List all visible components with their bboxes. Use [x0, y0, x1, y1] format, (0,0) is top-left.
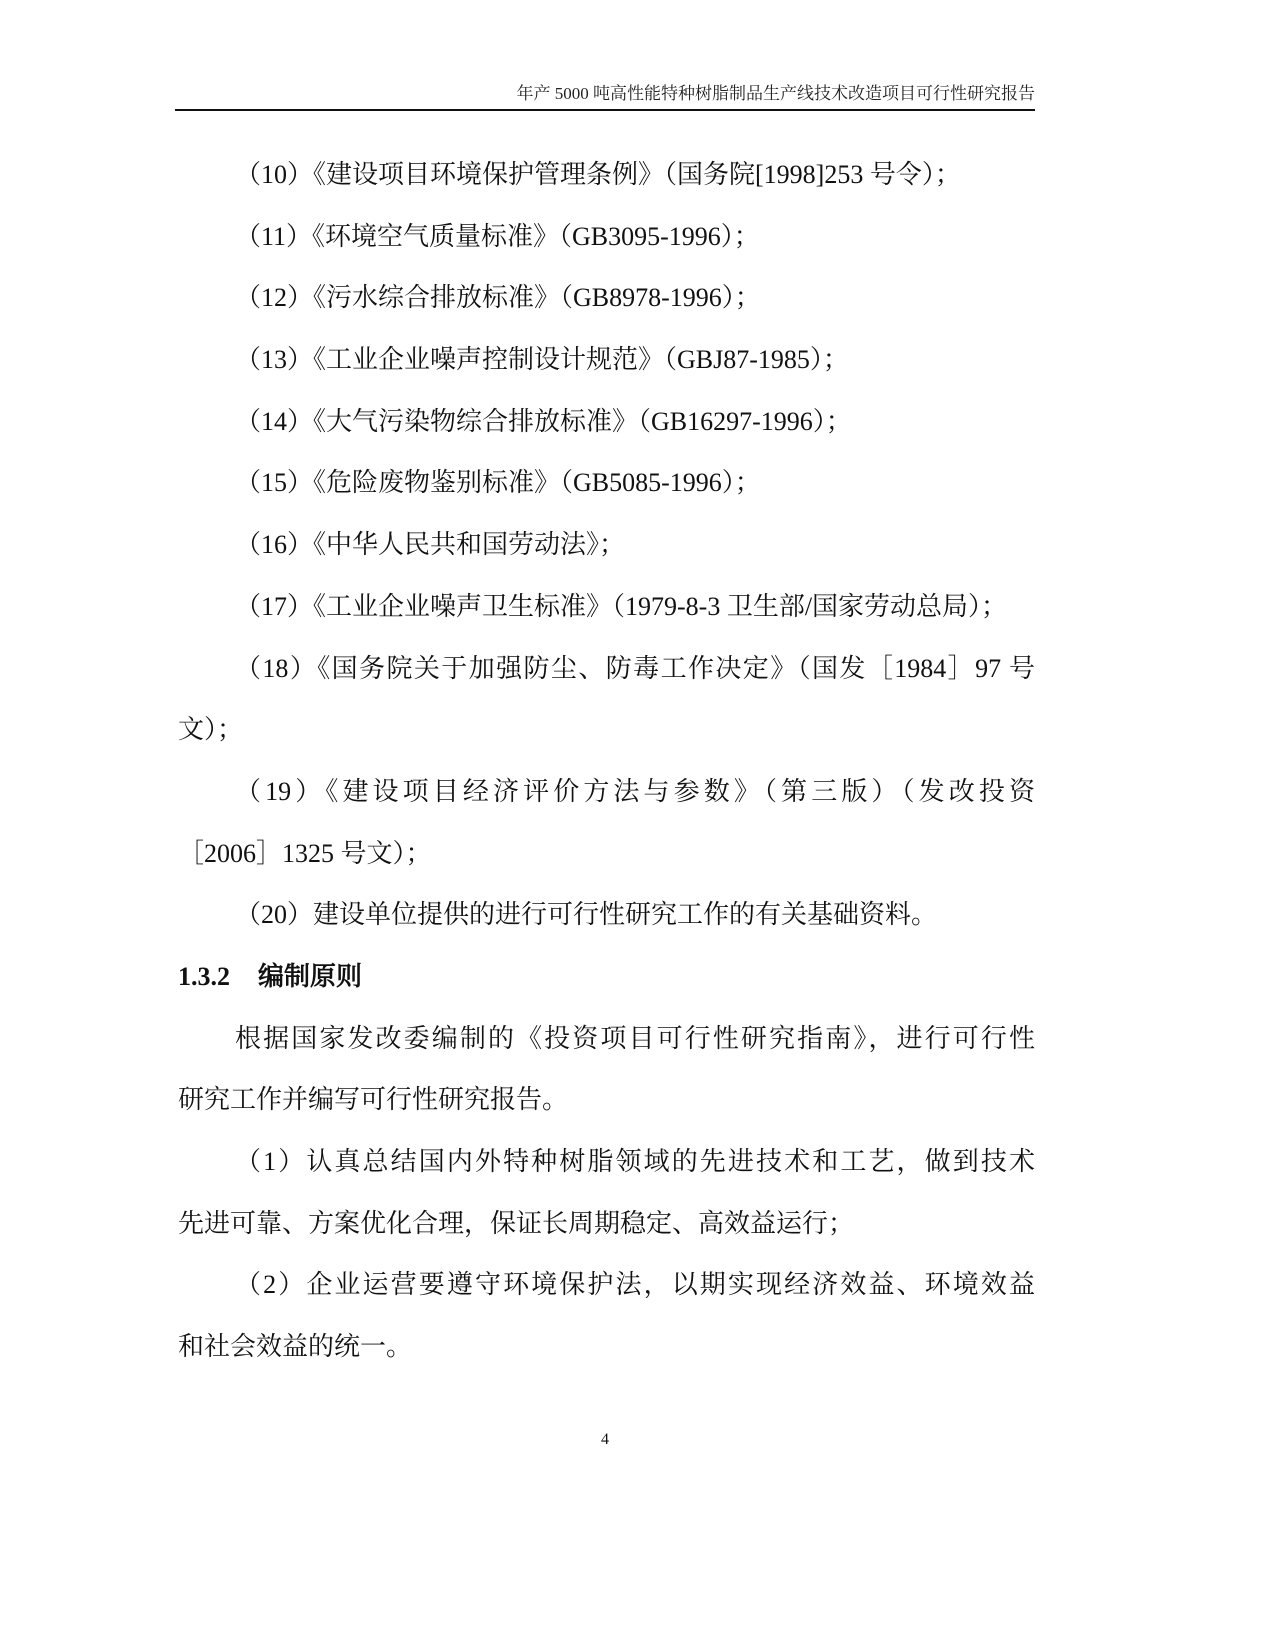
section-heading: [178, 946, 1035, 1008]
reference-item-16: （16）《中华人民共和国劳动法》；: [235, 530, 626, 560]
principle-item-1-line-2: 先进可靠、方案优化合理，保证长周期稳定、高效益运行；: [178, 1208, 855, 1238]
section-number: 1.3.2: [178, 961, 230, 991]
running-header-title: 年产 5000 吨高性能特种树脂制品生产线技术改造项目可行性研究报告: [516, 84, 1035, 103]
reference-item-19-line-2: ［2006］1325 号文）；: [178, 838, 432, 868]
principle-item-1-line-1: （1）认真总结国内外特种树脂领域的先进技术和工艺，做到技术: [235, 1147, 1035, 1176]
principles-intro-line-1: 根据国家发改委编制的《投资项目可行性研究指南》，进行可行性: [235, 1023, 1035, 1053]
section-title: 编制原则: [258, 961, 363, 991]
reference-item-19-line-1: （19）《建设项目经济评价方法与参数》（第三版）（发改投资: [235, 776, 1035, 806]
reference-item-15: （15）《危险废物鉴别标准》（GB5085-1996）；: [235, 468, 761, 498]
reference-item-17: （17）《工业企业噪声卫生标准》（1979-8-3 卫生部/国家劳动总局）；: [235, 591, 1008, 621]
page-body: [178, 144, 1035, 1378]
reference-item-20: （20）建设单位提供的进行可行性研究工作的有关基础资料。: [235, 900, 938, 930]
principles-intro-line-2: 研究工作并编写可行性研究报告。: [178, 1085, 569, 1115]
reference-item-11: （11）《环境空气质量标准》（GB3095-1996）；: [235, 221, 760, 251]
header-rule: [175, 109, 1035, 111]
reference-item-10: （10）《建设项目环境保护管理条例》（国务院[1998]253 号令）；: [235, 160, 961, 189]
reference-item-18-line-2: 文）；: [178, 715, 244, 745]
reference-item-12: （12）《污水综合排放标准》（GB8978-1996）；: [235, 283, 761, 313]
reference-item-13: （13）《工业企业噪声控制设计规范》（GBJ87-1985）；: [235, 345, 849, 375]
reference-item-14: （14）《大气污染物综合排放标准》（GB16297-1996）；: [235, 406, 852, 436]
principle-item-2-line-1: （2）企业运营要遵守环境保护法，以期实现经济效益、环境效益: [235, 1270, 1035, 1300]
principle-item-2-line-2: 和社会效益的统一。: [178, 1332, 413, 1362]
page-number: 4: [601, 1431, 609, 1448]
reference-item-18-line-1: （18）《国务院关于加强防尘、防毒工作决定》（国发［1984］97 号: [235, 653, 1035, 683]
